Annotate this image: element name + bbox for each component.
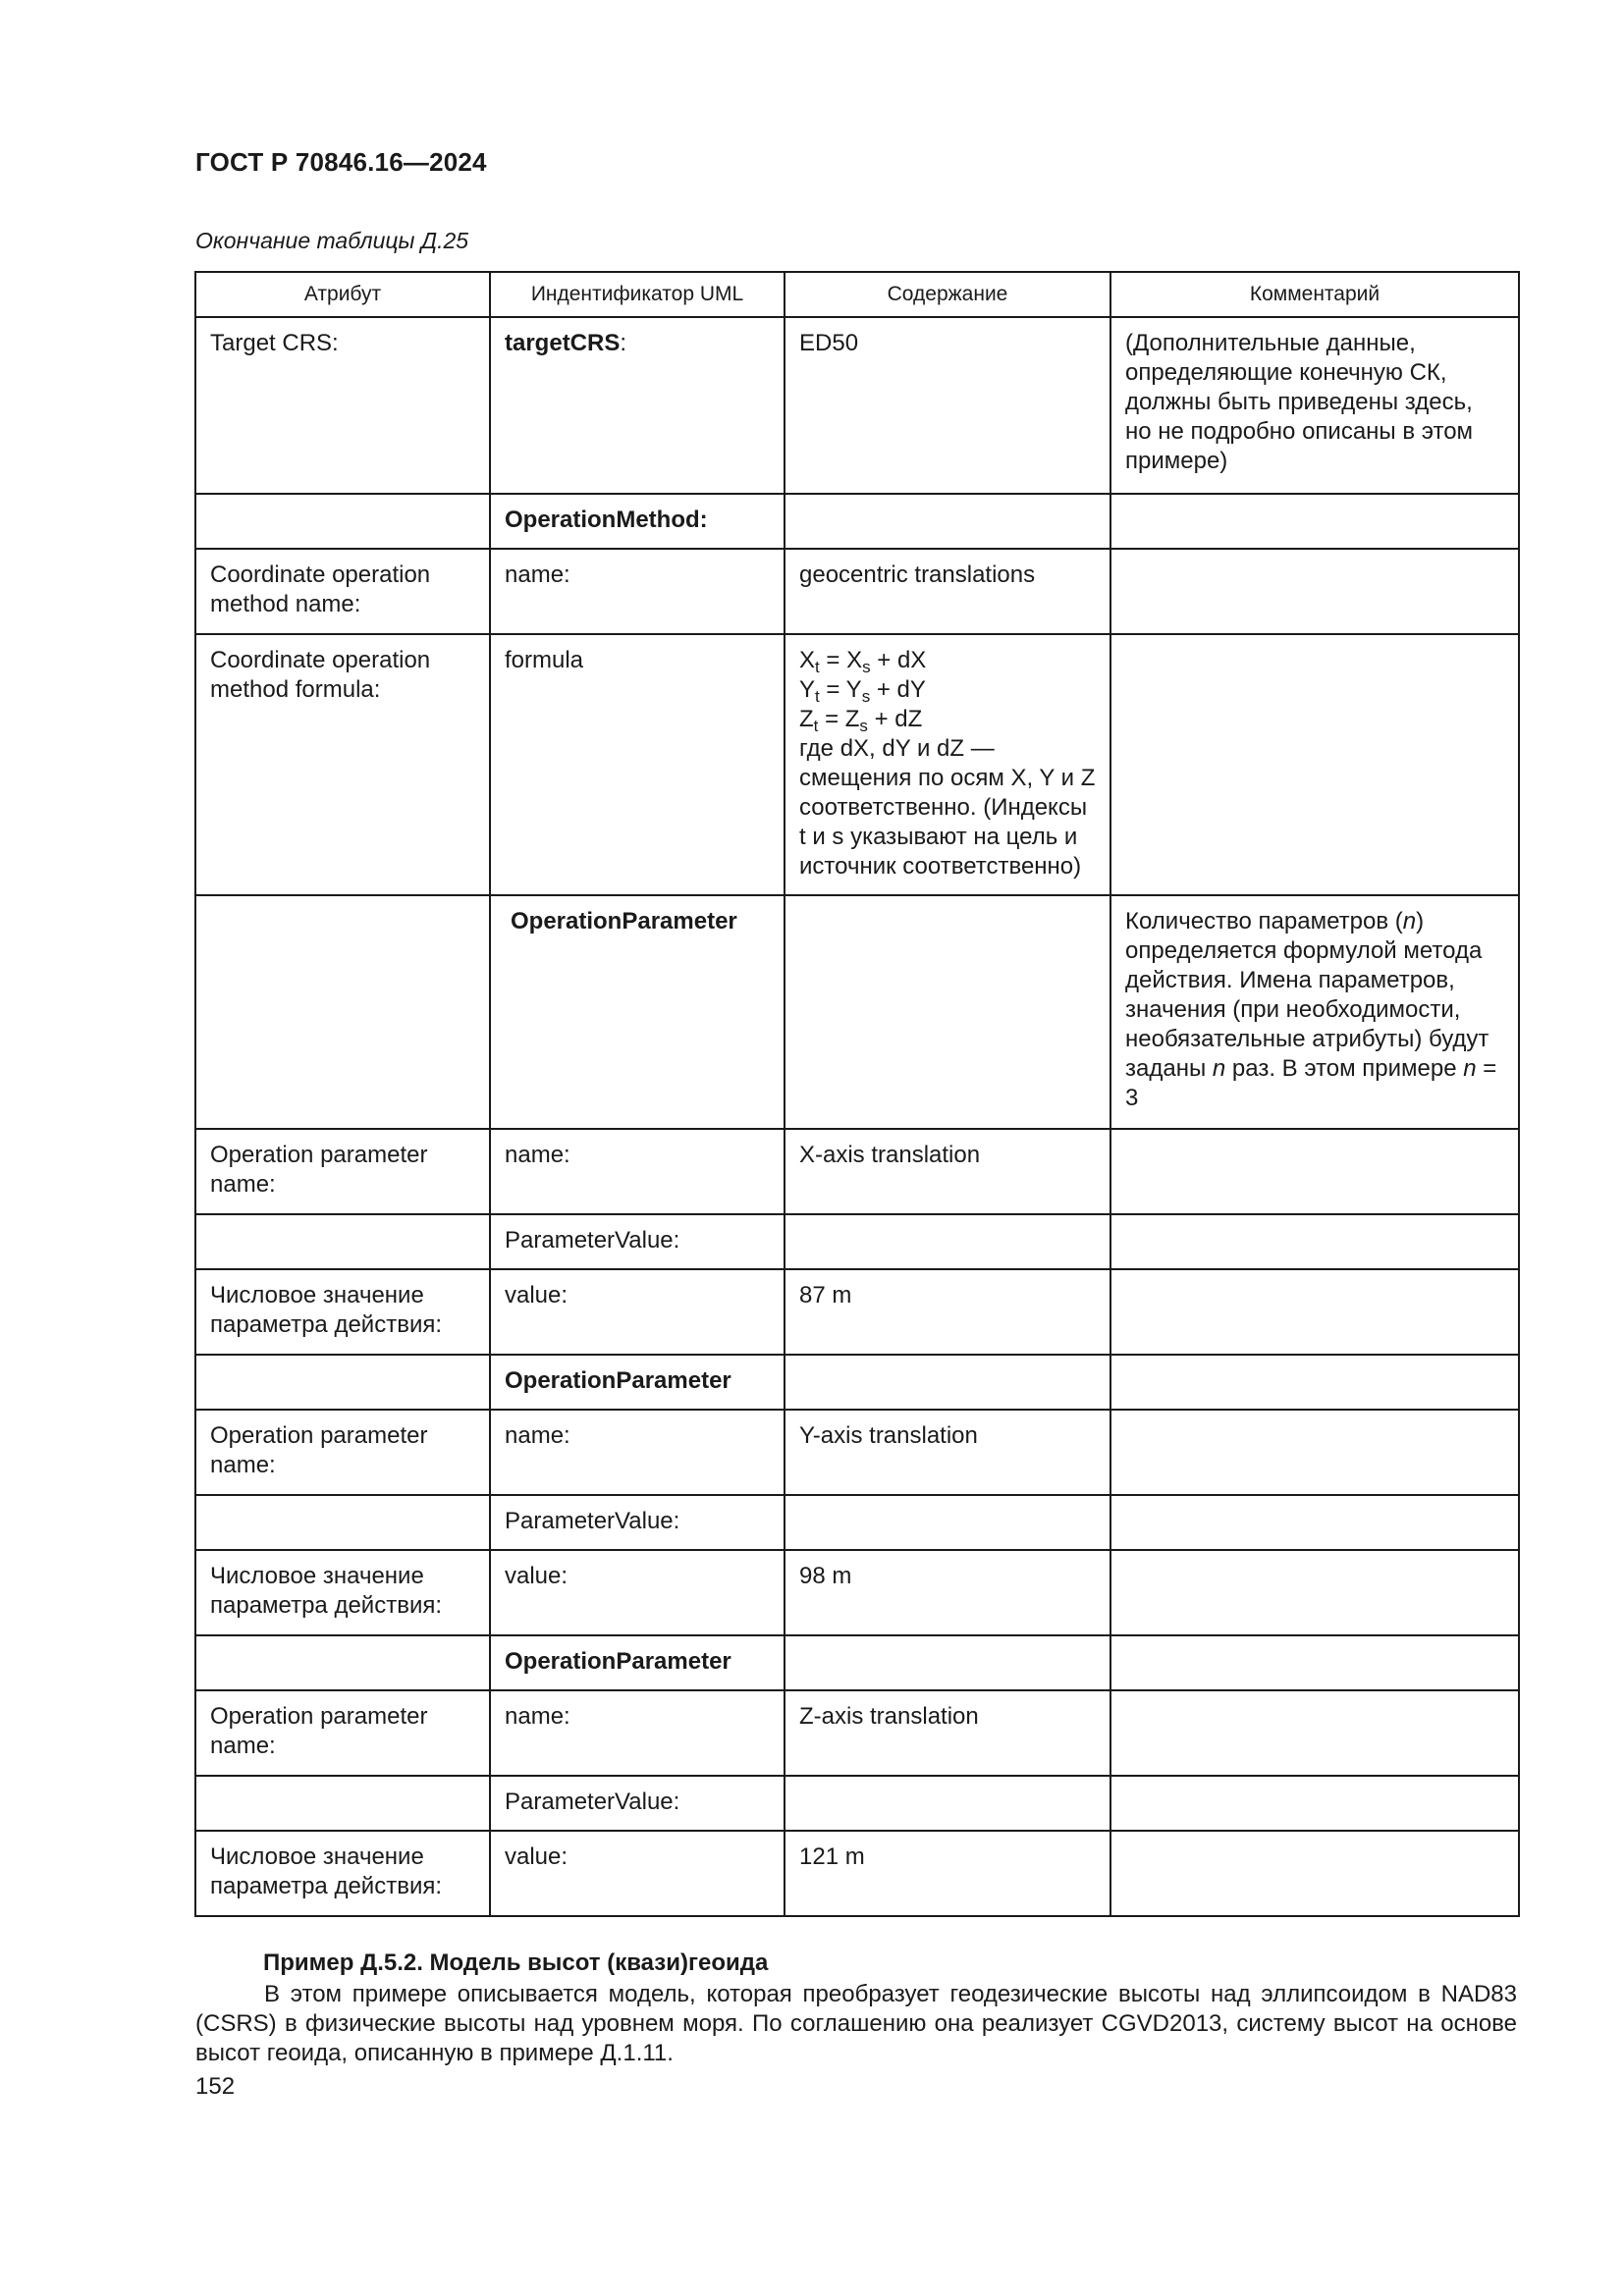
uml-identifier: targetCRS [505,330,621,356]
cell-attribute: Coordinate operation method formula: [195,634,490,895]
cell-content [785,1635,1110,1690]
cell-uml: value: [490,1831,785,1916]
cell-uml: name: [490,1129,785,1214]
cell-uml: OperationParameter [490,1355,785,1410]
column-header-content: Содержание [785,272,1110,317]
cell-attribute: Числовое значение параметра действия: [195,1831,490,1916]
cell-comment [1110,1214,1519,1269]
formula-line: $Y_t = Y_s$ + dY [799,676,926,706]
cell-content [785,1776,1110,1831]
table-row [195,1495,1519,1550]
table-row [195,1690,1519,1776]
cell-uml: OperationMethod: [490,494,785,549]
cell-comment [1110,1269,1519,1355]
cell-content-formula [785,634,1110,895]
cell-attribute [195,1776,490,1831]
formula-line: $Z_t = Z_s$ + dZ [799,706,923,735]
cell-comment [1110,1831,1519,1916]
cell-comment [1110,1410,1519,1495]
cell-comment [1110,1495,1519,1550]
cell-attribute: Числовое значение параметра действия: [195,1550,490,1635]
attribute-table [194,271,1520,1917]
example-paragraph: В этом примере описывается модель, которая преобразует геодезические высоты над эллипсоидом в NAD83 (CSRS) в физические высоты над уровнем моря. По соглашению она реализует CGVD2013, систему высот на основе высот геоида, описанную в примере Д.1.11. [195,1981,1517,2066]
cell-content: X-axis translation [785,1129,1110,1214]
cell-uml: formula [490,634,785,895]
table-row [195,634,1519,895]
cell-comment [1110,1355,1519,1410]
cell-content [785,494,1110,549]
cell-attribute: Operation parameter name: [195,1690,490,1776]
cell-attribute [195,1495,490,1550]
cell-comment [1110,634,1519,895]
cell-attribute: Operation parameter name: [195,1410,490,1495]
cell-attribute: Operation parameter name: [195,1129,490,1214]
cell-uml: value: [490,1269,785,1355]
table-row [195,1776,1519,1831]
cell-content [785,1355,1110,1410]
cell-attribute: Coordinate operation method name: [195,549,490,634]
cell-uml: name: [490,549,785,634]
cell-comment [1110,1129,1519,1214]
table-row [195,1269,1519,1355]
cell-uml: OperationParameter [490,1635,785,1690]
table-row [195,1355,1519,1410]
cell-content: Y-axis translation [785,1410,1110,1495]
cell-uml: name: [490,1410,785,1495]
cell-attribute: Target CRS: [195,317,490,494]
document-code: ГОСТ Р 70846.16—2024 [195,147,487,177]
cell-attribute [195,1214,490,1269]
cell-comment [1110,549,1519,634]
table-row [195,1129,1519,1214]
cell-content: 98 m [785,1550,1110,1635]
cell-content: geocentric translations [785,549,1110,634]
table-caption: Окончание таблицы Д.25 [195,228,469,253]
page-number: 152 [195,2073,236,2100]
cell-comment [1110,1776,1519,1831]
cell-uml: ParameterValue: [490,1495,785,1550]
table-row [195,494,1519,549]
cell-content: Z-axis translation [785,1690,1110,1776]
table-row [195,895,1519,1129]
cell-attribute: Числовое значение параметра действия: [195,1269,490,1355]
cell-content: ED50 [785,317,1110,494]
cell-attribute [195,895,490,1129]
table-row [195,549,1519,634]
cell-comment [1110,494,1519,549]
cell-uml: OperationParameter [490,895,785,1129]
table-row [195,1831,1519,1916]
cell-attribute [195,1635,490,1690]
table-row [195,317,1519,494]
cell-content: 87 m [785,1269,1110,1355]
cell-comment [1110,1550,1519,1635]
formula-note: где dX, dY и dZ — смещения по осям X, Y и Z соответственно. (Индексы t и s указывают на цель и источник соответственно) [799,735,1096,880]
table-row [195,1410,1519,1495]
example-heading: Пример Д.5.2. Модель высот (квази)геоида [263,1949,769,1976]
cell-uml: ParameterValue: [490,1214,785,1269]
cell-uml: value: [490,1550,785,1635]
cell-comment [1110,1690,1519,1776]
cell-content [785,1214,1110,1269]
cell-attribute [195,494,490,549]
cell-comment [1110,1635,1519,1690]
cell-uml: name: [490,1690,785,1776]
cell-comment: (Дополнительные данные, определяющие конечную СК, должны быть приведены здесь, но не подробно описаны в этом примере) [1110,317,1519,494]
column-header-uml: Индентификатор UML [490,272,785,317]
cell-uml: ParameterValue: [490,1776,785,1831]
table-row [195,1550,1519,1635]
cell-comment: Количество параметров (n) определяется формулой метода действия. Имена параметров, значения (при необходимости, необязательные атрибуты) будут заданы n раз. В этом примере n = 3 [1110,895,1519,1129]
cell-uml [490,317,785,494]
cell-content [785,895,1110,1129]
table-header-row [195,272,1519,317]
cell-content: 121 m [785,1831,1110,1916]
uml-suffix: : [620,330,627,356]
cell-attribute [195,1355,490,1410]
column-header-comment: Комментарий [1110,272,1519,317]
table-row [195,1214,1519,1269]
cell-content [785,1495,1110,1550]
table-row [195,1635,1519,1690]
formula-line: $X_t = X_s$ + dX [799,647,927,676]
column-header-attribute: Атрибут [195,272,490,317]
